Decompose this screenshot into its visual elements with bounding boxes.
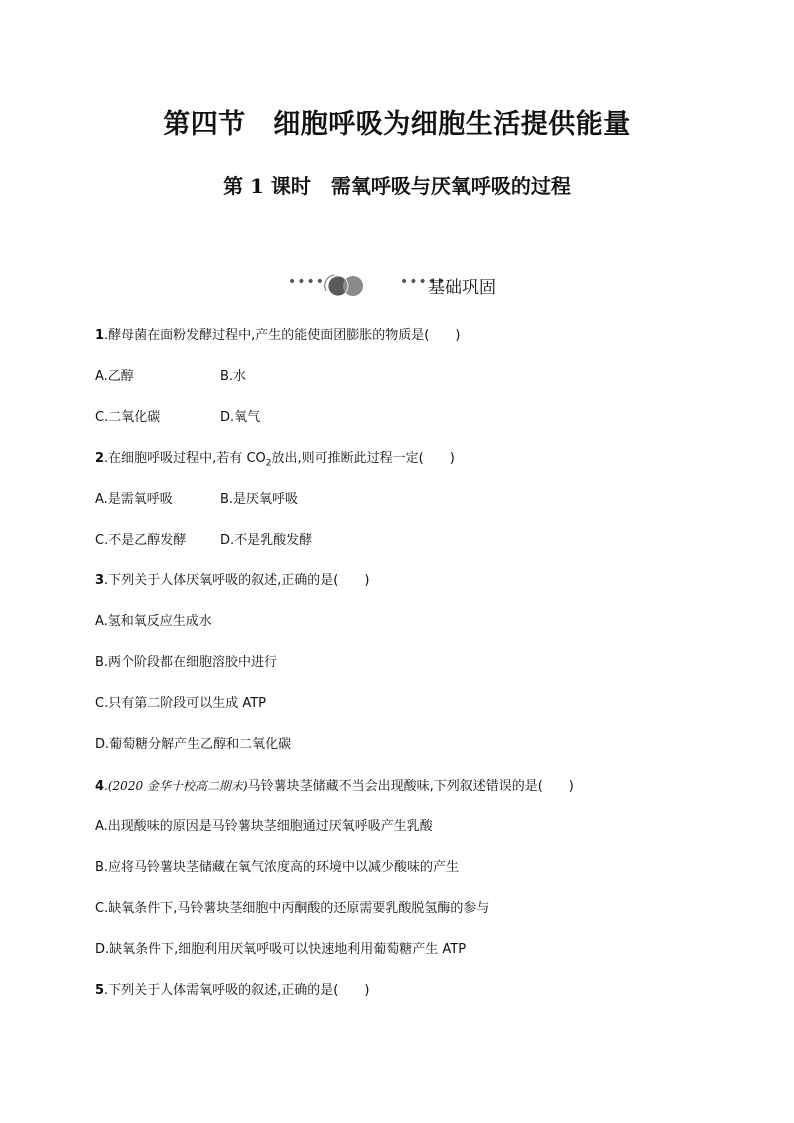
question-3-option-a: A.氢和氧反应生成水: [95, 614, 212, 629]
question-2-option-b: B.是厌氧呼吸: [220, 492, 299, 507]
question-1-option-d: D.氧气: [220, 410, 261, 425]
question-5-text: .下列关于人体需氧呼吸的叙述,正确的是( ): [104, 983, 370, 998]
lesson-number: 第 1 课时: [223, 174, 331, 198]
question-1-option-b: B.水: [220, 369, 247, 384]
section-label: 基础巩固: [428, 278, 496, 298]
section-circles-icon: [322, 271, 368, 297]
question-1-text: .酵母菌在面粉发酵过程中,产生的能使面团膨胀的物质是( ): [104, 328, 461, 343]
question-4-source: .(2020 金华十校高二期末): [104, 779, 248, 793]
question-3-option-c: C.只有第二阶段可以生成 ATP: [95, 696, 267, 711]
question-2-text-a: .在细胞呼吸过程中,若有 CO: [104, 451, 266, 466]
section-dots-right: •••••: [400, 274, 447, 290]
question-1-option-a: A.乙醇: [95, 369, 134, 384]
question-1-option-c: C.二氧化碳: [95, 410, 161, 425]
question-2-option-d: D.不是乳酸发酵: [220, 533, 313, 548]
question-4-option-b: B.应将马铃薯块茎储藏在氧气浓度高的环境中以减少酸味的产生: [95, 860, 460, 875]
question-4-option-a: A.出现酸味的原因是马铃薯块茎细胞通过厌氧呼吸产生乳酸: [95, 819, 433, 834]
lesson-name: 需氧呼吸与厌氧呼吸的过程: [330, 174, 571, 198]
question-3: [95, 573, 369, 589]
question-3-number: 3: [95, 573, 105, 588]
question-2-option-a: A.是需氧呼吸: [95, 492, 173, 507]
question-2-option-c: C.不是乙醇发酵: [95, 533, 187, 548]
section-dots-left: ••••: [288, 274, 326, 290]
question-2-text-b: 放出,则可推断此过程一定( ): [271, 451, 455, 466]
question-1-number: 1: [95, 328, 105, 343]
question-4-text: 马铃薯块茎储藏不当会出现酸味,下列叙述错误的是( ): [247, 779, 574, 794]
question-4: [95, 778, 574, 795]
question-2: [95, 451, 455, 472]
question-2-subscript: 2: [265, 458, 272, 469]
question-4-option-d: D.缺氧条件下,细胞利用厌氧呼吸可以快速地利用葡萄糖产生 ATP: [95, 942, 467, 957]
question-3-text: .下列关于人体厌氧呼吸的叙述,正确的是( ): [104, 573, 370, 588]
question-3-option-b: B.两个阶段都在细胞溶胶中进行: [95, 655, 278, 670]
question-4-number: 4: [95, 779, 105, 794]
question-3-option-d: D.葡萄糖分解产生乙醇和二氧化碳: [95, 737, 292, 752]
section-header: [288, 270, 518, 300]
lesson-title: [0, 170, 794, 199]
question-1: [95, 328, 460, 344]
chapter-title: 第四节 细胞呼吸为细胞生活提供能量: [163, 109, 631, 140]
question-5-number: 5: [95, 983, 105, 998]
question-2-number: 2: [95, 451, 105, 466]
question-4-option-c: C.缺氧条件下,马铃薯块茎细胞中丙酮酸的还原需要乳酸脱氢酶的参与: [95, 901, 490, 916]
question-5: [95, 983, 369, 999]
